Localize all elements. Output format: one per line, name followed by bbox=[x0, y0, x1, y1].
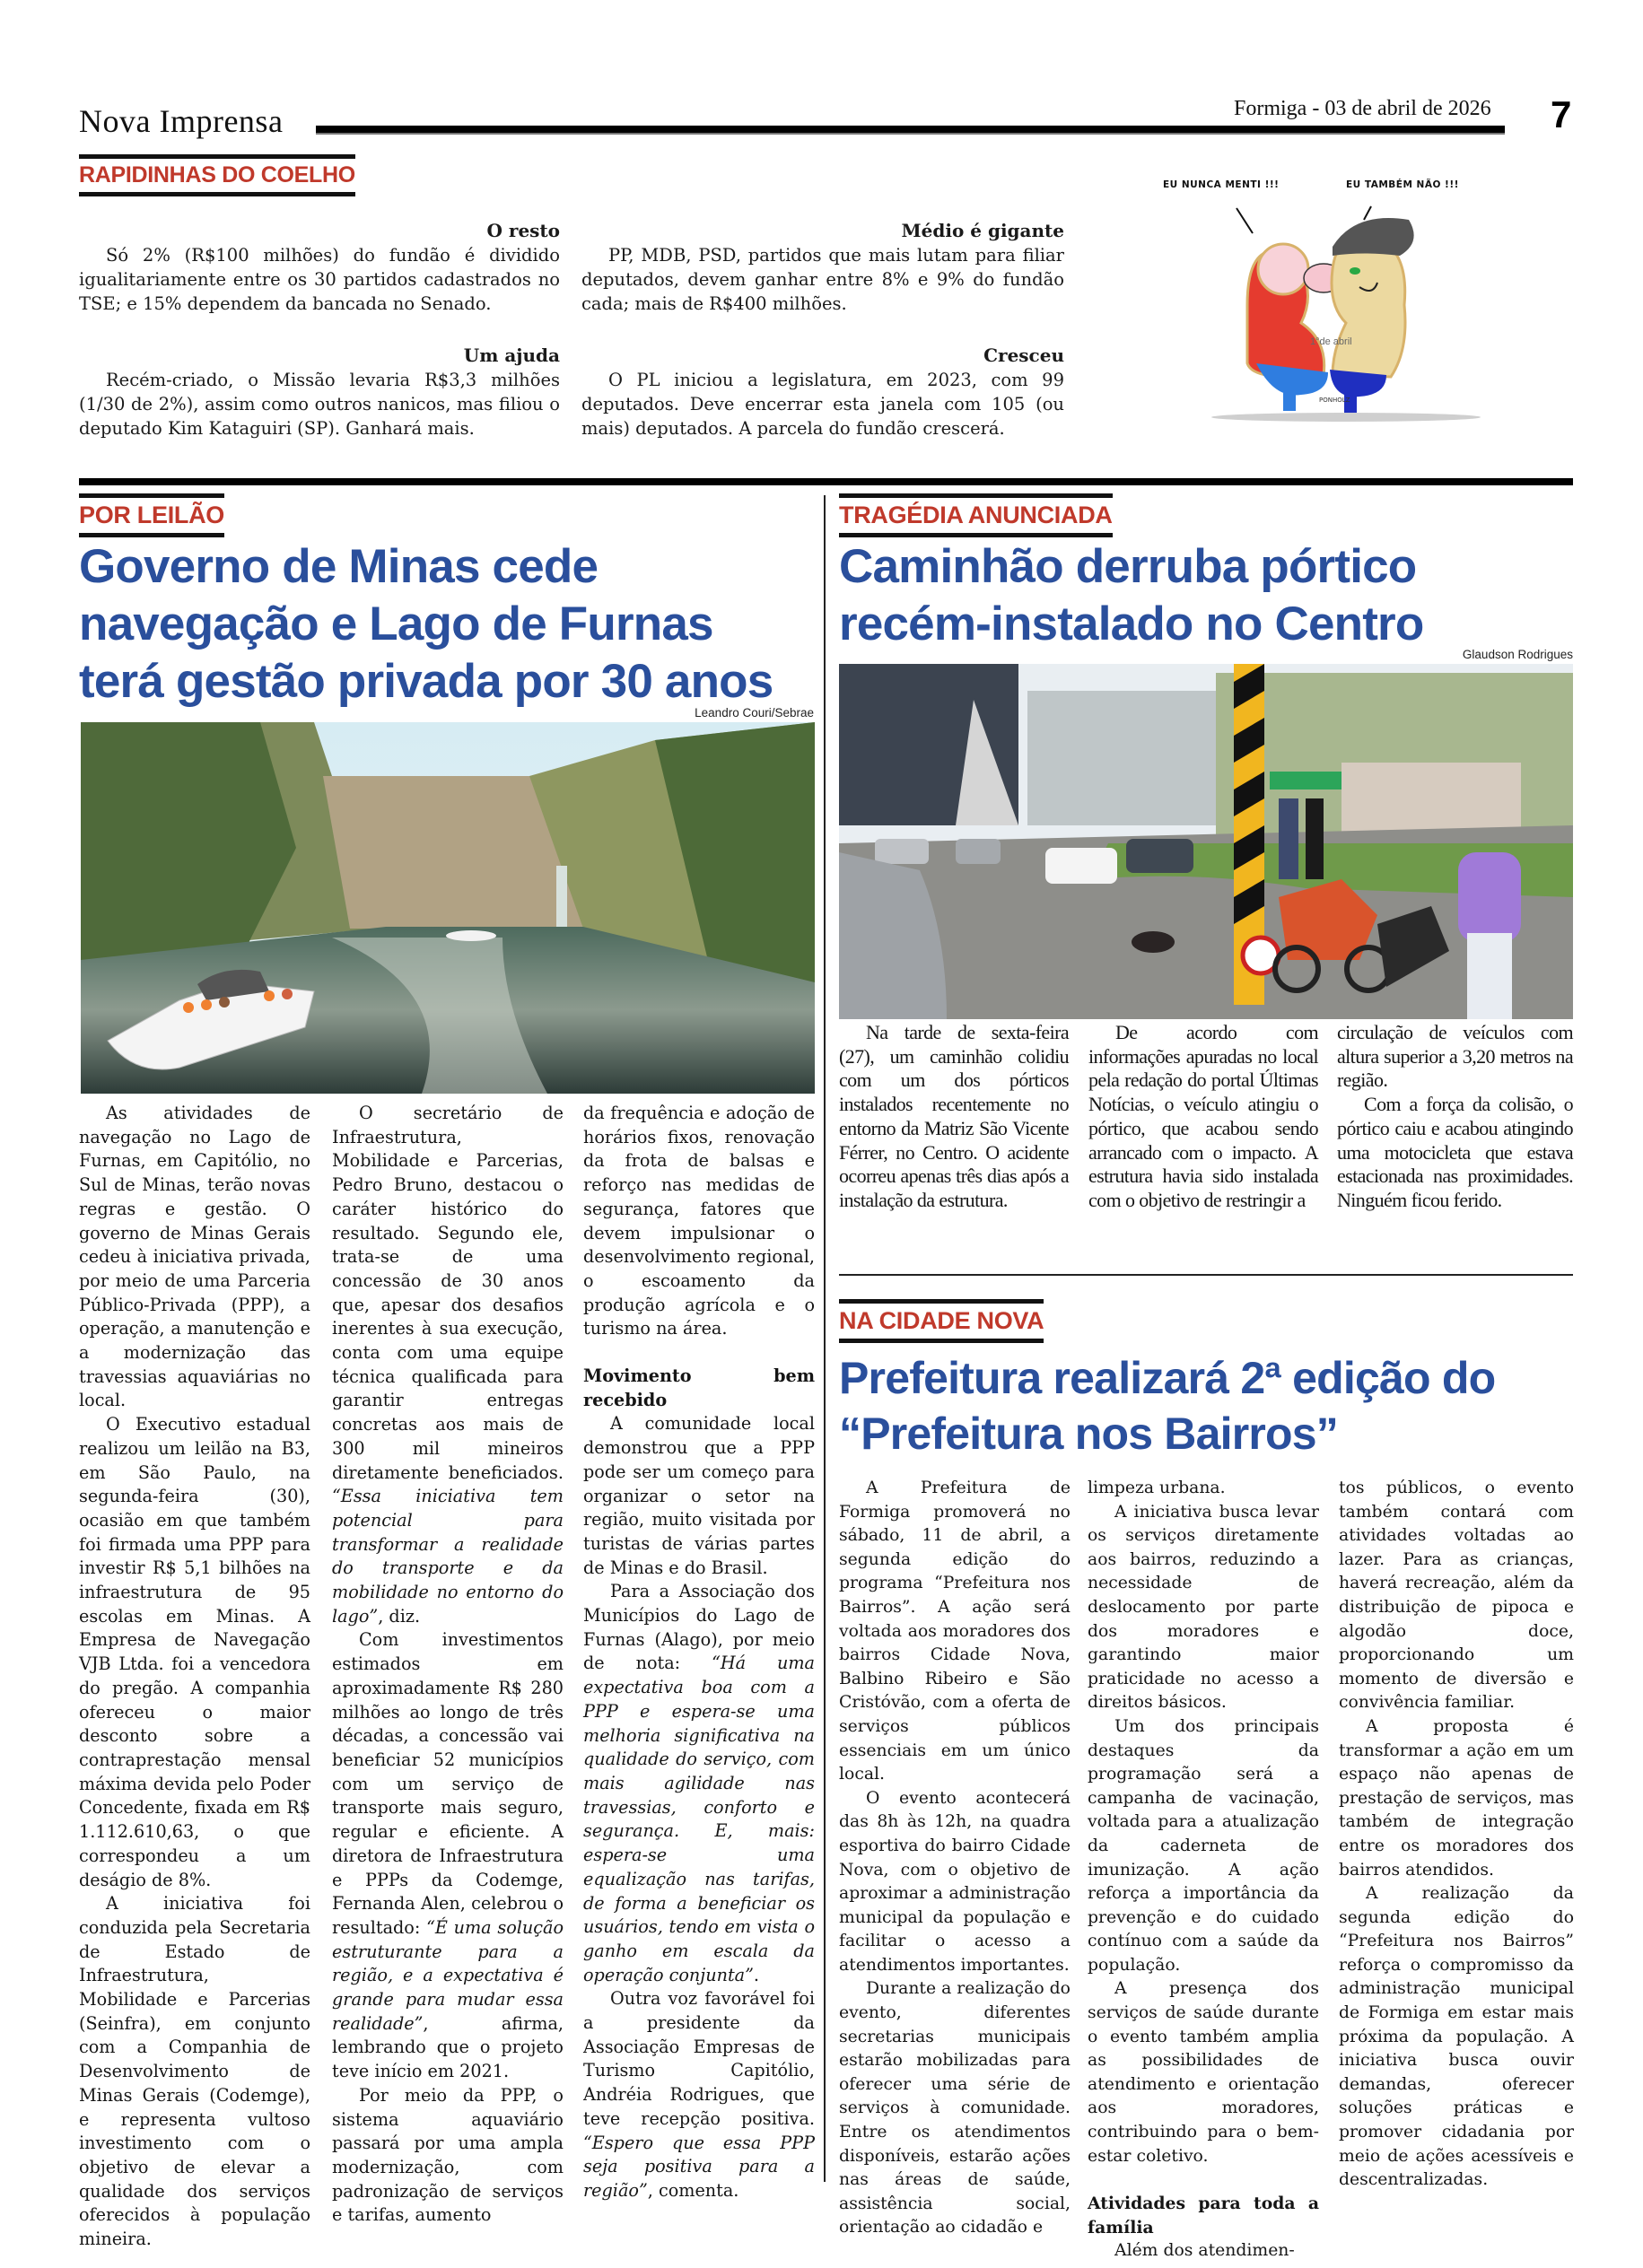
headline-line: Governo de Minas cede bbox=[79, 540, 599, 593]
furnas-column-2 bbox=[332, 1102, 564, 2228]
cartoon-speech-right: EU TAMBÉM NÃO !!! bbox=[1346, 179, 1459, 190]
quote: “Espero que essa PPP seja positiva para a região” bbox=[583, 2132, 815, 2201]
brief-cresceu bbox=[581, 344, 1064, 441]
quote: “É uma solução estruturante para a região, e a expectativa é grande para mudar essa realidade” bbox=[332, 1916, 564, 2034]
paragraph: Com investimentos estimados em aproximadamente R$ 280 milhões ao longo de três décadas, a concessão vai beneficiar 52 municípios com um serviço de transporte mais seguro, regular e eficiente. A diretora de Infraestrutura e PPPs da Codemge, Fernanda Alen, celebrou o resultado: “É uma solução estruturante para a região, e a expectativa é grande para mudar essa realidade”, afirma, lembrando que o projeto teve início em 2021. bbox=[332, 1629, 564, 2082]
paragraph: da frequência e adoção de horários fixos, renovação da frota de balsas e reforço nas medidas de segurança, fatores que devem impulsionar o desenvolvimento regional, o escoamento da produção agrícola e o turismo na área. bbox=[583, 1103, 815, 1339]
cartoon-signature: PONHOLZ bbox=[1319, 397, 1350, 404]
cartoon-caption: 1°de abril bbox=[1310, 336, 1352, 347]
page-number: 7 bbox=[1551, 93, 1572, 135]
furnas-column-1 bbox=[79, 1102, 310, 2252]
portico-column-1 bbox=[839, 1021, 1069, 1213]
paragraph: Por meio da PPP, o sistema aquaviário passará por uma ampla modernização, com padronização de serviços e tarifas, aumento bbox=[332, 2084, 564, 2226]
furnas-headline bbox=[79, 538, 824, 711]
headline-line: navegação e Lago de Furnas bbox=[79, 598, 713, 650]
cartoon-speech-left: EU NUNCA MENTI !!! bbox=[1163, 179, 1280, 190]
paragraph: Além dos atendimen- bbox=[1114, 2241, 1295, 2261]
brief-body: O PL iniciou a legislatura, em 2023, com 99 deputados. Deve encerrar esta janela com 105 (ou mais) deputados. A parcela do fundão crescerá. bbox=[581, 370, 1064, 439]
bairros-kicker-wrap bbox=[839, 1299, 1044, 1343]
bairros-headline bbox=[839, 1350, 1575, 1461]
masthead-rule bbox=[316, 126, 1505, 135]
paragraph: A Prefeitura de Formiga promoverá no sábado, 11 de abril, a segunda edição do programa “Prefeitura nos Bairros”. A ação será voltada aos moradores dos bairros Cidade Nova, Balbino Ribeiro e São Cristóvão, com a oferta de serviços públicos essenciais em um único local. bbox=[839, 1479, 1071, 1784]
paragraph: As atividades de navegação no Lago de Furnas, em Capitólio, no Sul de Minas, terão novas regras e gestão. O governo de Minas Gerais cedeu à iniciativa privada, por meio de uma Parceria Público-Privada (PPP), a operação, a manutenção e a modernização das travessias aquaviárias no local. bbox=[79, 1103, 310, 1411]
bairros-column-3 bbox=[1339, 1477, 1574, 2193]
paragraph: A iniciativa foi conduzida pela Secretaria de Estado de Infraestrutura, Mobilidade e Parcerias (Seinfra), em conjunto com a Companhia de Desenvolvimento de Minas Gerais (Codemge), e representa vultoso investimento com o objetivo de elevar a qualidade dos serviços oferecidos à população mineira. bbox=[79, 1893, 310, 2250]
paragraph: O secretário de Infraestrutura, Mobilidade e Parcerias, Pedro Bruno, destacou o caráter histórico do resultado. Segundo ele, trata-se de uma concessão de 30 anos que, apesar dos desafios inerentes à sua execução, conta com uma equipe técnica qualificada para garantir entregas concretas aos mais de 300 mil mineiros diretamente beneficiados. “Essa iniciativa tem potencial para transformar a realidade do transporte e da mobilidade no entorno do lago”, diz. bbox=[332, 1103, 564, 1627]
brief-title: O resto bbox=[486, 220, 560, 241]
section-divider bbox=[79, 478, 1573, 485]
brief-title: Médio é gigante bbox=[901, 220, 1064, 241]
edition-date: Formiga - 03 de abril de 2026 bbox=[1234, 97, 1491, 120]
paragraph: A presença dos serviços de saúde durante o evento também amplia as possibilidades de atendimento e orientação aos moradores, contribuindo para o bem-estar coletivo. bbox=[1088, 1979, 1319, 2166]
brief-medio-e-gigante bbox=[581, 219, 1064, 316]
paragraph: Na tarde de sexta-feira (27), um caminhão colidiu com um dos pórticos instalados recentemente no entorno da Matriz São Vicente Férrer, no Centro. O acidente ocorreu apenas três dias após a instalação da estrutura. bbox=[839, 1021, 1069, 1211]
paragraph: Durante a realização do evento, diferentes secretarias municipais estarão mobilizadas para oferecer uma série de serviços à comunidade. Entre os atendimentos disponíveis, estarão ações nas áreas de saúde, assistência social, orientação ao cidadão e bbox=[839, 1979, 1071, 2237]
portico-column-2 bbox=[1088, 1021, 1318, 1213]
brief-o-resto bbox=[79, 219, 560, 316]
column-divider bbox=[824, 495, 826, 2182]
furnas-kicker-wrap bbox=[79, 493, 224, 537]
paragraph: O evento acontecerá das 8h às 12h, na quadra esportiva do bairro Cidade Nova, com o objetivo de aproximar a administração municipal da população e facilitar o acesso a atendimentos importantes. bbox=[839, 1788, 1071, 1975]
section-kicker: RAPIDINHAS DO COELHO bbox=[79, 154, 355, 196]
brief-body: Recém-criado, o Missão levaria R$3,3 milhões (1/30 de 2%), assim como outros nanicos, mas filiou o deputado Kim Kataguiri (SP). Ganhará mais. bbox=[79, 370, 560, 439]
rapidinhas-kicker-wrap bbox=[79, 154, 355, 196]
paragraph: O Executivo estadual realizou um leilão na B3, em São Paulo, na segunda-feira (30), ocasião em que também foi firmada uma PPP para investir R$ 5,1 bilhões na infraestrutura de 95 escolas em Minas. A Empresa de Navegação VJB Ltda. foi a vencedora do pregão. A companhia ofereceu o maior desconto sobre a contraprestação mensal máxima devida pelo Poder Concedente, fixada em R$ 1.112.610,63, o que correspondeu a um deságio de 8%. bbox=[79, 1414, 310, 1890]
quote: “Essa iniciativa tem potencial para transformar a realidade do transporte e da mobilidade no entorno do lago” bbox=[332, 1486, 564, 1627]
subheading: Atividades para toda a família bbox=[1088, 2194, 1319, 2237]
article-separator bbox=[839, 1274, 1573, 1276]
paragraph: A proposta é transformar a ação em um espaço não apenas de prestação de serviços, mas também de integração entre os moradores dos bairros atendidos. bbox=[1339, 1716, 1574, 1880]
political-cartoon bbox=[1140, 170, 1525, 431]
brief-body: Só 2% (R$100 milhões) do fundão é dividido igualitariamente entre os 30 partidos cadastrados no TSE; e 15% dependem da bancada no Senado. bbox=[79, 245, 560, 314]
paragraph: Um dos principais destaques da programação será a campanha de vacinação, voltada para a atualização da caderneta de imunização. A ação reforça a importância da prevenção e do cuidado contínuo com a saúde da população. bbox=[1088, 1716, 1319, 1975]
headline-line: terá gestão privada por 30 anos bbox=[79, 655, 773, 708]
brief-title: Um ajuda bbox=[463, 345, 560, 366]
section-kicker: TRAGÉDIA ANUNCIADA bbox=[839, 493, 1113, 537]
section-kicker: POR LEILÃO bbox=[79, 493, 224, 537]
fallen-portico-photo-icon bbox=[839, 664, 1573, 1019]
bairros-column-2 bbox=[1088, 1477, 1319, 2264]
portico-kicker-wrap bbox=[839, 493, 1113, 537]
portico-column-3 bbox=[1337, 1021, 1573, 1213]
paragraph: A iniciativa busca levar os serviços diretamente aos bairros, reduzindo a necessidade de deslocamento por parte dos moradores e garantindo maior praticidade no acesso a direitos básicos. bbox=[1088, 1502, 1319, 1713]
headline-line: “Prefeitura nos Bairros” bbox=[839, 1409, 1338, 1459]
brief-title: Cresceu bbox=[983, 345, 1064, 366]
headline-line: Prefeitura realizará 2ª edição do bbox=[839, 1353, 1496, 1403]
cartoon-drawing-icon bbox=[1140, 170, 1525, 431]
furnas-column-3 bbox=[583, 1102, 815, 2203]
paragraph: limpeza urbana. bbox=[1088, 1479, 1226, 1497]
headline-line: recém-instalado no Centro bbox=[839, 598, 1424, 650]
paragraph: Com a força da colisão, o pórtico caiu e acabou atingindo uma motocicleta que estava estacionada nas proximidades. Ninguém ficou ferido. bbox=[1337, 1093, 1573, 1211]
quote: “Há uma expectativa boa com a PPP e espera-se uma melhoria significativa na qualidade do serviço, com mais agilidade nas travessias, conforto e segurança. E, mais: espera-se uma equalização nas tarifas, de forma a beneficiar os usuários, tendo em vista o ganho em escala da operação conjunta” bbox=[583, 1653, 815, 1985]
photo-credit: Glaudson Rodrigues bbox=[1462, 648, 1573, 661]
paragraph: A realização da segunda edição do “Prefeitura nos Bairros” reforça o compromisso da administração municipal de Formiga em estar mais próxima da população. A iniciativa busca ouvir demandas, oferecer soluções práticas e promover cidadania por meio de ações acessíveis e descentralizadas. bbox=[1339, 1884, 1574, 2190]
newspaper-title: Nova Imprensa bbox=[79, 103, 284, 139]
subheading: Movimento bem recebido bbox=[583, 1365, 815, 1410]
photo-credit: Leandro Couri/Sebrae bbox=[695, 706, 814, 720]
headline-line: Caminhão derruba pórtico bbox=[839, 540, 1417, 593]
section-kicker: NA CIDADE NOVA bbox=[839, 1299, 1044, 1343]
portico-headline bbox=[839, 538, 1575, 653]
paragraph: tos públicos, o evento também contará com atividades voltadas ao lazer. Para as crianças, haverá recreação, além da distribuição de pipoca e algodão doce, proporcionando um momento de diversão e convivência familiar. bbox=[1339, 1479, 1574, 1713]
paragraph: De acordo com informações apuradas no local pela redação do portal Últimas Notícias, o veículo atingiu o pórtico, que acabou sendo arrancado com o impacto. A estrutura havia sido instalada com o objetivo de restringir a bbox=[1088, 1021, 1318, 1211]
paragraph: Outra voz favorável foi a presidente da Associação Empresas de Turismo Capitólio, Andréia Rodrigues, que teve recepção positiva. “Espero que essa PPP seja positiva para a região”, comenta. bbox=[583, 1988, 815, 2201]
paragraph: A comunidade local demonstrou que a PPP pode ser um começo para organizar o setor na região, muito visitada por turistas de várias partes de Minas e do Brasil. bbox=[583, 1413, 815, 1578]
brief-um-ajuda bbox=[79, 344, 560, 441]
brief-body: PP, MDB, PSD, partidos que mais lutam para filiar deputados, devem ganhar entre 8% e 9% do fundão cada; mais de R$400 milhões. bbox=[581, 245, 1064, 314]
furnas-photo bbox=[81, 722, 815, 1094]
paragraph: Para a Associação dos Municípios do Lago de Furnas (Alago), por meio de nota: “Há uma expectativa boa com a PPP e espera-se uma melhoria significativa na qualidade do serviço, com mais agilidade nas travessias, conforto e segurança. E, mais: espera-se uma equalização nas tarifas, de forma a beneficiar os usuários, tendo em vista o ganho em escala da operação conjunta”. bbox=[583, 1581, 815, 1985]
canyon-lake-photo-icon bbox=[81, 722, 815, 1094]
paragraph: circulação de veículos com altura superior a 3,20 metros na região. bbox=[1337, 1021, 1573, 1092]
bairros-column-1 bbox=[839, 1477, 1071, 2240]
portico-photo bbox=[839, 664, 1573, 1019]
